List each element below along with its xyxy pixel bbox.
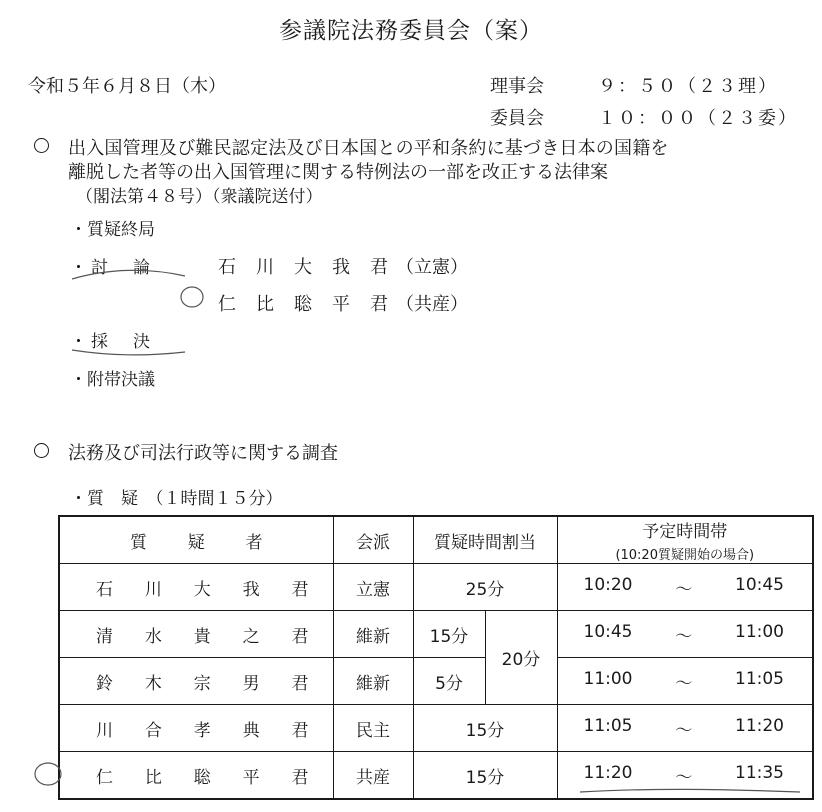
section2-bullet-icon	[34, 443, 49, 458]
header-timeslot	[557, 516, 813, 564]
row-timeslot	[557, 564, 813, 611]
name-char: 貴	[193, 626, 211, 647]
speaker-1-party: （立憲）	[396, 257, 468, 278]
row-party: 立憲	[333, 564, 413, 611]
time-start: 10:45	[583, 621, 633, 642]
row-allocation: 15分	[413, 611, 485, 658]
row-allocation: 5分	[413, 658, 485, 705]
name-char: 石	[96, 579, 113, 600]
row-name	[59, 611, 333, 658]
row-timeslot	[557, 658, 813, 705]
time-end: 10:45	[735, 574, 784, 595]
header-timeslot-sub: (10:20質疑開始の場合)	[615, 548, 755, 563]
name-char: 比	[144, 767, 162, 788]
time-sep: ～	[675, 767, 693, 788]
name-char: 大	[193, 579, 211, 600]
name-char: 川	[144, 579, 162, 600]
speaker-2-party: （共産）	[396, 294, 468, 315]
speaker-1-char: 君	[370, 257, 388, 278]
speaker-2-char: 平	[332, 294, 350, 315]
table-row	[59, 705, 813, 752]
name-char: 平	[242, 767, 260, 788]
header-questioner-char: 者	[245, 532, 263, 553]
row-name	[59, 705, 333, 752]
speaker-row-2	[218, 290, 468, 316]
item-debate: ・討 論	[70, 258, 154, 278]
time-end: 11:35	[735, 762, 784, 783]
name-char: 木	[144, 673, 162, 694]
section1-line3: （閣法第４８号）（衆議院送付）	[76, 187, 323, 207]
name-char: 我	[242, 579, 260, 600]
name-char: 君	[291, 720, 309, 741]
time-start: 11:20	[583, 762, 633, 783]
name-char: 仁	[96, 767, 113, 788]
table-row	[59, 752, 813, 800]
row-timeslot	[557, 705, 813, 752]
section2-sub: ・質 疑 （１時間１５分）	[70, 489, 283, 509]
speaker-1-char: 大	[294, 257, 312, 278]
speaker-row-1	[218, 253, 468, 279]
section1-line1: 出入国管理及び難民認定法及び日本国との平和条約に基づき日本の国籍を	[68, 138, 669, 159]
speaker-1-char: 我	[332, 257, 350, 278]
name-char: 君	[291, 579, 309, 600]
time-start: 10:20	[583, 574, 633, 595]
name-char: 孝	[193, 720, 211, 741]
name-char: 水	[144, 626, 162, 647]
row-name	[59, 658, 333, 705]
speaker-1-char: 石	[218, 257, 236, 278]
time-sep: ～	[675, 626, 693, 647]
meeting-date: 令和５年６月８日（木）	[28, 76, 226, 97]
schedule-label-board: 理事会	[490, 76, 544, 97]
table-row	[59, 611, 813, 658]
time-end: 11:20	[735, 715, 784, 736]
header-questioner	[59, 516, 333, 564]
schedule-time-board: ９：５０（２３理）	[598, 76, 778, 97]
item-vote: ・採 決	[70, 332, 154, 352]
document-title: 参議院法務委員会（案）	[279, 18, 543, 44]
schedule-table	[58, 515, 814, 800]
time-sep: ～	[675, 673, 693, 694]
name-char: 典	[242, 720, 260, 741]
header-questioner-char: 質	[130, 532, 147, 553]
time-end: 11:00	[735, 621, 784, 642]
table-row	[59, 564, 813, 611]
table-header-row	[59, 516, 813, 564]
table-row	[59, 658, 813, 705]
name-char: 鈴	[96, 673, 113, 694]
section1-bullet-icon	[34, 138, 49, 153]
name-char: 聡	[193, 767, 211, 788]
row-combined-allocation: 20分	[485, 611, 557, 705]
name-char: 川	[96, 720, 113, 741]
row-name	[59, 564, 333, 611]
header-questioner-char: 疑	[187, 532, 205, 553]
speaker-circle-mark	[181, 287, 203, 307]
row-timeslot	[557, 611, 813, 658]
speaker-2-char: 比	[256, 294, 274, 315]
row-allocation: 25分	[413, 564, 557, 611]
item-resolution: ・附帯決議	[70, 370, 155, 390]
header-party: 会派	[333, 516, 413, 564]
row-party: 維新	[333, 658, 413, 705]
name-char: 君	[291, 626, 309, 647]
row-name	[59, 752, 333, 800]
time-start: 11:00	[583, 668, 633, 689]
schedule-time-committee: １０：００（２３委）	[598, 108, 798, 129]
row-party: 民主	[333, 705, 413, 752]
speaker-2-char: 君	[370, 294, 388, 315]
time-start: 11:05	[583, 715, 633, 736]
name-char: 君	[291, 767, 309, 788]
speaker-2-char: 仁	[218, 294, 236, 315]
header-timeslot-label: 予定時間帯	[642, 522, 728, 542]
row-timeslot	[557, 752, 813, 800]
name-char: 宗	[193, 673, 211, 694]
name-char: 君	[291, 673, 309, 694]
row-party: 共産	[333, 752, 413, 800]
section1-line2: 離脱した者等の出入国管理に関する特例法の一部を改正する法律案	[68, 162, 608, 183]
row-party: 維新	[333, 611, 413, 658]
item-questioning-end: ・質疑終局	[70, 220, 155, 240]
name-char: 之	[242, 626, 260, 647]
row-allocation: 15分	[413, 705, 557, 752]
speaker-2-char: 聡	[294, 294, 312, 315]
schedule-label-committee: 委員会	[490, 108, 544, 129]
time-sep: ～	[675, 579, 693, 600]
header-allocation: 質疑時間割当	[413, 516, 557, 564]
name-char: 清	[96, 626, 113, 647]
name-char: 男	[242, 673, 260, 694]
time-end: 11:05	[735, 668, 784, 689]
name-char: 合	[144, 720, 162, 741]
section2-heading: 法務及び司法行政等に関する調査	[68, 443, 338, 464]
speaker-1-char: 川	[256, 257, 274, 278]
row-allocation: 15分	[413, 752, 557, 800]
time-sep: ～	[675, 720, 693, 741]
